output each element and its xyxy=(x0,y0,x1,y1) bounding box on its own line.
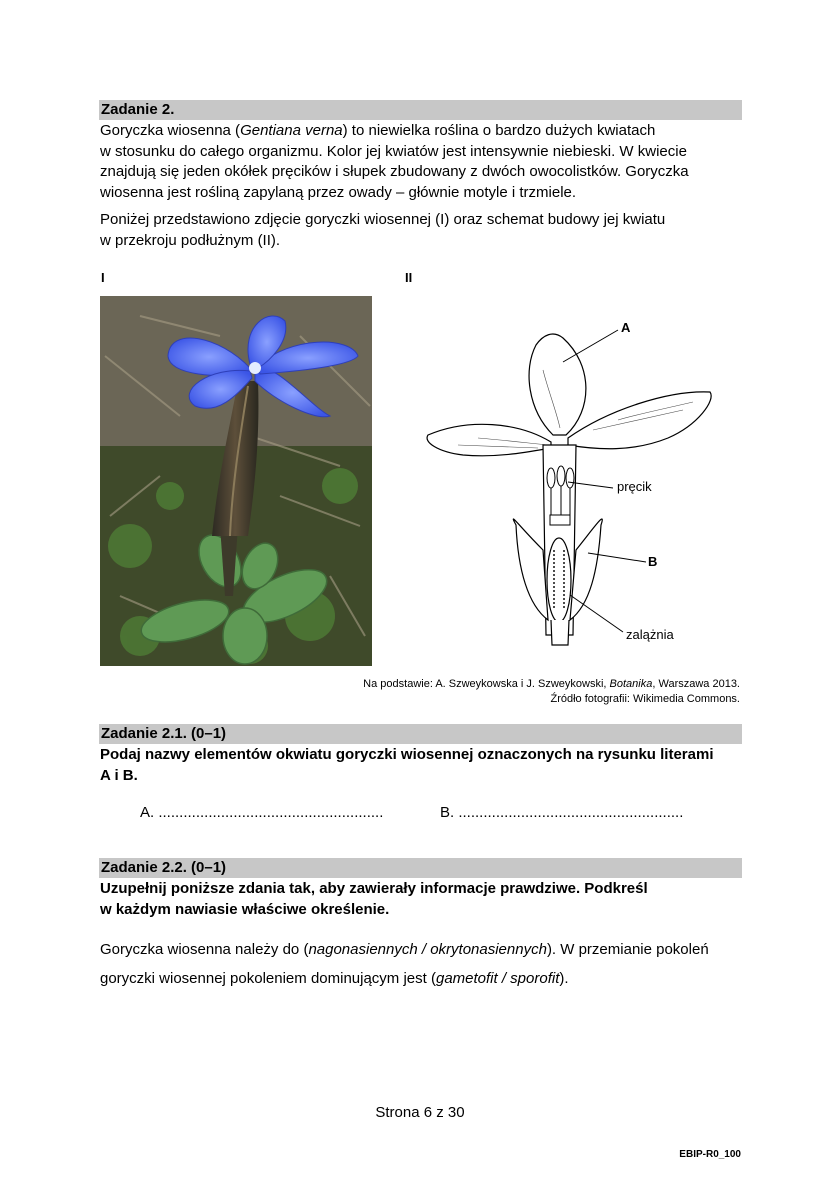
diagram-label-precik: pręcik xyxy=(617,479,652,494)
task22-question-line-1: Uzupełnij poniższe zdania tak, aby zawierały informacje prawdziwe. Podkreśl xyxy=(100,880,648,897)
gentian-photo xyxy=(100,296,372,666)
intro-p2-line-2: w przekroju podłużnym (II). xyxy=(100,231,281,249)
intro-line-2: w stosunku do całego organizmu. Kolor jej kwiatów jest intensywnie niebieski. W kwiecie xyxy=(100,142,687,160)
intro-line-1: Goryczka wiosenna (Gentiana verna) to niewielka roślina o bardzo dużych kwiatach xyxy=(100,122,656,139)
figure-caption-photo-source: Źródło fotografii: Wikimedia Commons. xyxy=(550,693,740,705)
task22-option-group-1[interactable]: nagonasiennych / okrytonasiennych xyxy=(308,941,547,958)
figure-caption-source: Na podstawie: A. Szweykowska i J. Szweykowski, Botanika, Warszawa 2013. xyxy=(363,678,740,690)
task21-question xyxy=(100,745,745,786)
figure-label-diagram: II xyxy=(405,270,413,285)
intro-line-3: znajdują się jeden okółek pręcików i słupek zbudowany z dwóch owocolistków. Goryczka xyxy=(100,163,689,180)
task22-sentence-2: goryczki wiosennej pokoleniem dominującym jest (gametofit / sporofit). xyxy=(100,970,569,987)
page-number: Strona 6 z 30 xyxy=(375,1104,465,1121)
answer-field-b[interactable]: B. ...................................................... xyxy=(440,804,684,821)
task22-question-line-2: w każdym nawiasie właściwe określenie. xyxy=(100,900,390,918)
task22-option-group-2[interactable]: gametofit / sporofit xyxy=(435,970,560,987)
diagram-label-zalazna: zalążnia xyxy=(626,627,674,642)
task21-question-line-1: Podaj nazwy elementów okwiatu goryczki wiosennej oznaczonych na rysunku literami xyxy=(100,746,714,763)
task22-header: Zadanie 2.2. (0–1) xyxy=(99,858,742,878)
task22-sentences xyxy=(100,935,745,993)
flower-diagram xyxy=(418,310,748,655)
intro-p2-line-1: Poniżej przedstawiono zdjęcie goryczki wiosennej (I) oraz schemat budowy jej kwiatu xyxy=(100,211,666,228)
answer-field-a[interactable]: A. ...................................................... xyxy=(140,804,384,821)
task21-header: Zadanie 2.1. (0–1) xyxy=(99,724,742,744)
gentian-photo-drawing xyxy=(100,296,372,666)
task-intro-paragraph-2 xyxy=(100,210,745,251)
figure-label-photo: I xyxy=(101,270,105,285)
intro-line-4: wiosenna jest rośliną zapylaną przez owady – głównie motyle i trzmiele. xyxy=(100,183,577,201)
diagram-label-a: A xyxy=(621,320,631,335)
flower-cross-section-drawing xyxy=(418,310,748,655)
task22-question xyxy=(100,879,745,920)
diagram-label-b: B xyxy=(648,554,658,569)
exam-code: EBIP-R0_100 xyxy=(679,1149,741,1160)
task21-question-line-2: A i B. xyxy=(100,766,138,784)
task-header: Zadanie 2. xyxy=(99,100,742,120)
task22-sentence-1: Goryczka wiosenna należy do (nagonasiennych / okrytonasiennych). W przemianie pokoleń xyxy=(100,941,709,958)
task-intro-paragraph-1 xyxy=(100,121,745,203)
